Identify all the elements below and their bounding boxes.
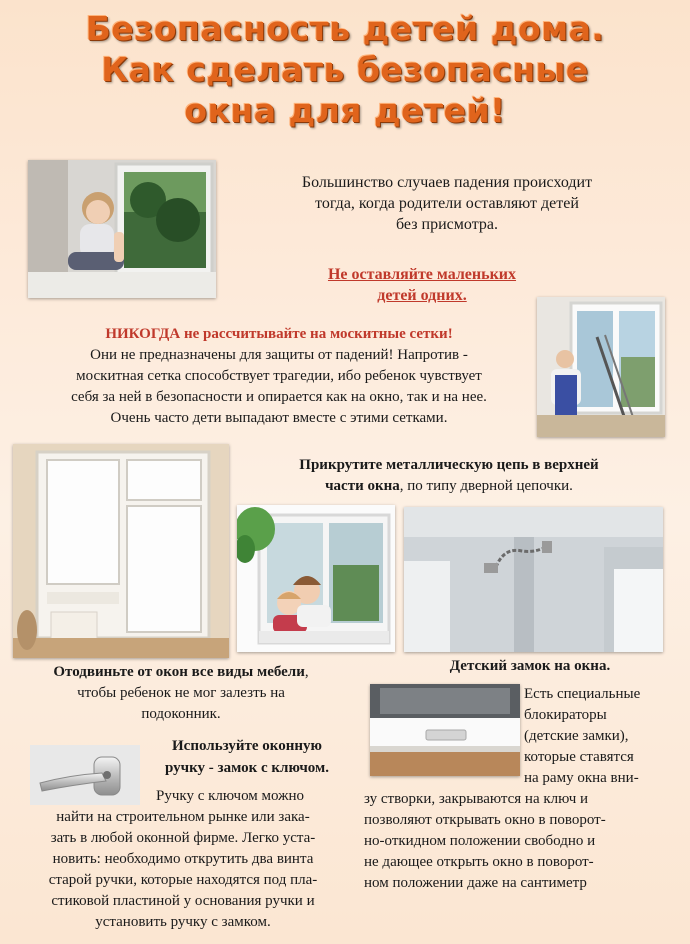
furniture-text <box>6 662 356 725</box>
mosquito-heading: НИКОГДА не рассчитывайте на москитные сетки! <box>105 326 453 342</box>
handle-heading-2: ручку - замок с ключом. <box>165 760 329 776</box>
photo-child-at-window <box>28 160 216 298</box>
lock-line-2: блокираторы <box>524 707 607 723</box>
chain-rest: , по типу дверной цепочки. <box>399 478 573 494</box>
title-line-3: окна для детей! <box>184 91 506 130</box>
chain-text <box>236 455 662 497</box>
photo-mother-child-window <box>237 505 395 652</box>
mosquito-line-3: себя за ней в безопасности и опирается как на окно, так и на нее. <box>71 389 487 405</box>
furniture-bold: Отодвиньте от окон все виды мебели <box>53 664 305 680</box>
lock-line-4: которые ставятся <box>524 749 634 765</box>
page-title <box>0 8 690 131</box>
handle-line-5: старой ручки, которые находятся под пла- <box>48 872 318 888</box>
mosquito-line-4: Очень часто дети выпадают вместе с этими сетками. <box>110 410 448 426</box>
lock-line-8: но-откидном положении свободно и <box>364 833 596 849</box>
chain-line-2 <box>236 476 662 497</box>
intro-line-3: без присмотра. <box>396 216 498 233</box>
lock-heading: Детский замок на окна. <box>449 658 611 674</box>
lock-body-top <box>524 684 684 789</box>
warning-line-2: детей одних. <box>377 287 467 304</box>
handle-line-1: Ручку с ключом можно <box>156 788 305 804</box>
intro-text <box>232 172 662 235</box>
handle-line-2: найти на строительном рынке или зака- <box>56 809 310 825</box>
warning-line-1: Не оставляйте маленьких <box>327 266 517 283</box>
furniture-line-1 <box>6 662 356 683</box>
furniture-line-3: подоконник. <box>141 706 221 722</box>
lock-line-7: позволяют открывать окно в поворот- <box>364 812 606 828</box>
handle-line-7: установить ручку с замком. <box>95 914 271 930</box>
handle-heading <box>140 735 354 779</box>
intro-line-1: Большинство случаев падения происходит <box>301 174 593 191</box>
lock-line-1: Есть специальные <box>524 686 641 702</box>
furniture-rest: , <box>304 664 309 680</box>
lock-line-9: не дающее открыть окно в поворот- <box>364 854 594 870</box>
handle-line-3: зать в любой оконной фирме. Легко уста- <box>50 830 316 846</box>
chain-bold-1: Прикрутите металлическую цепь в верхней <box>299 457 599 473</box>
photo-balcony-door <box>13 444 229 658</box>
handle-heading-1: Используйте оконную <box>172 738 322 754</box>
title-line-2: Как сделать безопасные <box>101 50 589 89</box>
lock-body-bottom <box>364 789 684 894</box>
photo-window-installer <box>537 297 665 437</box>
mosquito-line-2: москитная сетка способствует трагедии, ибо ребенок чувствует <box>76 368 482 384</box>
lock-line-5: на раму окна вни- <box>524 770 639 786</box>
intro-line-2: тогда, когда родители оставляют детей <box>315 195 579 212</box>
handle-line-4: новить: необходимо открутить два винта <box>52 851 314 867</box>
handle-body <box>8 786 358 933</box>
mosquito-section <box>14 324 544 429</box>
lock-line-10: ном положении даже на сантиметр <box>364 875 587 891</box>
photo-window-chain <box>404 507 663 652</box>
mosquito-line-1: Они не предназначены для защиты от падений! Напротив - <box>90 347 468 363</box>
photo-window-lock <box>370 684 520 776</box>
title-line-1: Безопасность детей дома. <box>85 9 605 48</box>
lock-line-3: (детские замки), <box>524 728 629 744</box>
furniture-line-2: чтобы ребенок не мог залезть на <box>77 685 285 701</box>
lock-line-6: зу створки, закрываются на ключ и <box>364 791 589 807</box>
handle-line-6: стиковой пластиной у основания ручки и <box>51 893 315 909</box>
chain-bold-2: части окна <box>325 478 400 494</box>
